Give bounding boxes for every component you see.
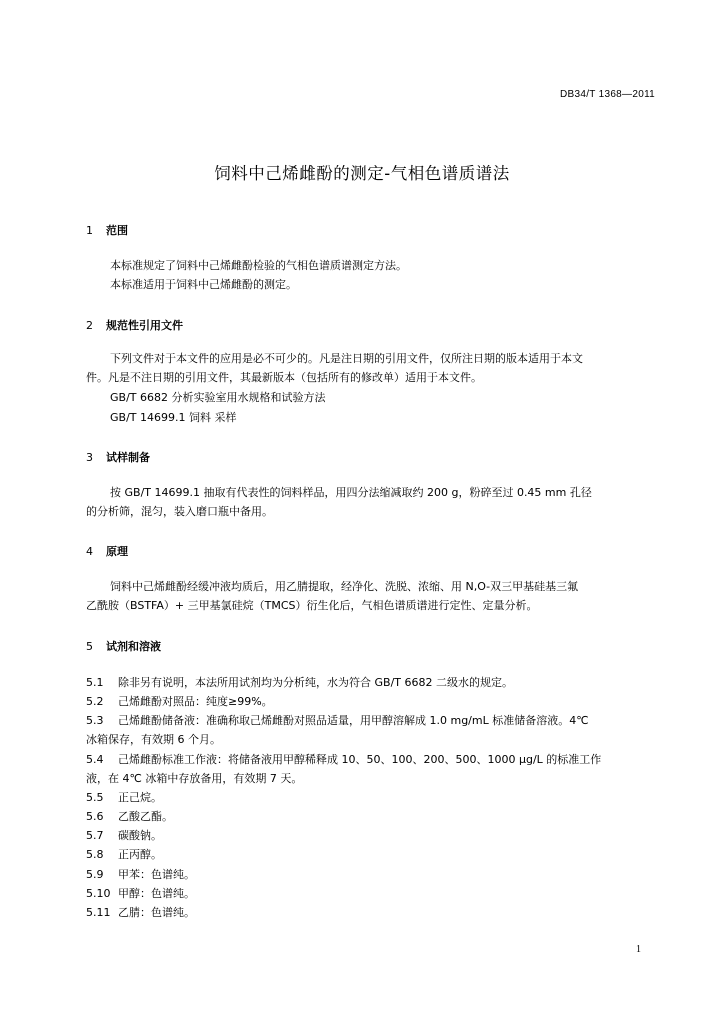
section-title: 试样制备 [106,451,150,464]
item-number: 5.9 [86,868,104,881]
item-number: 5.4 [86,753,104,766]
section-heading-normative-references [86,317,183,333]
item-text: 正己烷。 [118,791,162,804]
item-text: 己烯雌酚储备液：准确称取己烯雌酚对照品适量，用甲醇溶解成 1.0 mg/mL 标准储备溶液。4℃ [118,714,589,727]
section-number: 2 [86,319,93,332]
reagent-item [86,808,173,824]
section-heading-principle [86,543,128,559]
reagent-item [86,712,589,728]
section-title: 试剂和溶液 [106,640,161,653]
standard-code: DB34/T 1368—2011 [560,89,656,100]
page-title: 饲料中己烯雌酚的测定-气相色谱质谱法 [214,164,510,183]
section-number: 3 [86,451,93,464]
text-line: 乙酰胺（BSTFA）+ 三甲基氯硅烷（TMCS）衍生化后，气相色谱质谱进行定性、定量分析。 [86,599,538,612]
section-title: 范围 [106,224,128,237]
item-text: 己烯雌酚对照品：纯度≥99%。 [118,695,273,708]
item-text: 甲苯：色谱纯。 [118,868,195,881]
scope-paragraph [86,256,658,294]
item-number: 5.3 [86,714,104,727]
item-text: 除非另有说明，本法所用试剂均为分析纯，水为符合 GB/T 6682 二级水的规定。 [118,676,513,689]
reagent-item-continuation: 冰箱保存，有效期 6 个月。 [86,733,221,746]
item-number: 5.1 [86,676,104,689]
reagent-item-continuation: 液，在 4℃ 冰箱中存放备用，有效期 7 天。 [86,772,303,785]
item-text: 己烯雌酚标准工作液：将储备液用甲醇稀释成 10、50、100、200、500、1000 μg/L 的标准工作 [118,753,602,766]
item-number: 5.5 [86,791,104,804]
section-title: 规范性引用文件 [106,319,183,332]
reagent-item [86,885,195,901]
sample-preparation-paragraph [86,483,658,521]
item-number: 5.6 [86,810,104,823]
section-heading-sample-preparation [86,449,150,465]
text-line: 本标准规定了饲料中己烯雌酚检验的气相色谱质谱测定方法。 [110,259,407,272]
section-number: 1 [86,224,93,237]
references-paragraph [86,349,658,387]
text-line: 的分析筛，混匀，装入磨口瓶中备用。 [86,505,273,518]
reference-item: GB/T 14699.1 饲料 采样 [110,411,237,424]
reagent-item [86,904,195,920]
reagent-item [86,751,601,767]
item-text: 乙酸乙酯。 [118,810,173,823]
item-text: 正丙醇。 [118,848,162,861]
item-number: 5.10 [86,887,111,900]
reagent-item [86,789,162,805]
section-title: 原理 [106,545,128,558]
page-number: 1 [636,944,641,955]
item-number: 5.2 [86,695,104,708]
item-text: 碳酸钠。 [118,829,162,842]
section-heading-reagents [86,638,161,654]
text-line: 下列文件对于本文件的应用是必不可少的。凡是注日期的引用文件，仅所注日期的版本适用于本文 [110,352,583,365]
reference-item: GB/T 6682 分析实验室用水规格和试验方法 [110,391,326,404]
text-line: 本标准适用于饲料中己烯雌酚的测定。 [110,278,297,291]
item-number: 5.8 [86,848,104,861]
text-line: 件。凡是不注日期的引用文件，其最新版本（包括所有的修改单）适用于本文件。 [86,371,482,384]
item-text: 乙腈：色谱纯。 [118,906,195,919]
reagent-item [86,674,513,690]
reagent-item [86,693,273,709]
reagent-item [86,866,195,882]
item-text: 甲醇：色谱纯。 [118,887,195,900]
section-heading-scope [86,222,128,238]
item-number: 5.11 [86,906,111,919]
principle-paragraph [86,577,658,615]
section-number: 4 [86,545,93,558]
item-number: 5.7 [86,829,104,842]
section-number: 5 [86,640,93,653]
reagent-item [86,827,162,843]
text-line: 按 GB/T 14699.1 抽取有代表性的饲料样品，用四分法缩减取约 200 g，粉碎至过 0.45 mm 孔径 [110,486,592,499]
text-line: 饲料中己烯雌酚经缓冲液均质后，用乙腈提取，经净化、洗脱、浓缩、用 N,O-双三甲基硅基三氟 [110,580,579,593]
reagent-item [86,846,162,862]
